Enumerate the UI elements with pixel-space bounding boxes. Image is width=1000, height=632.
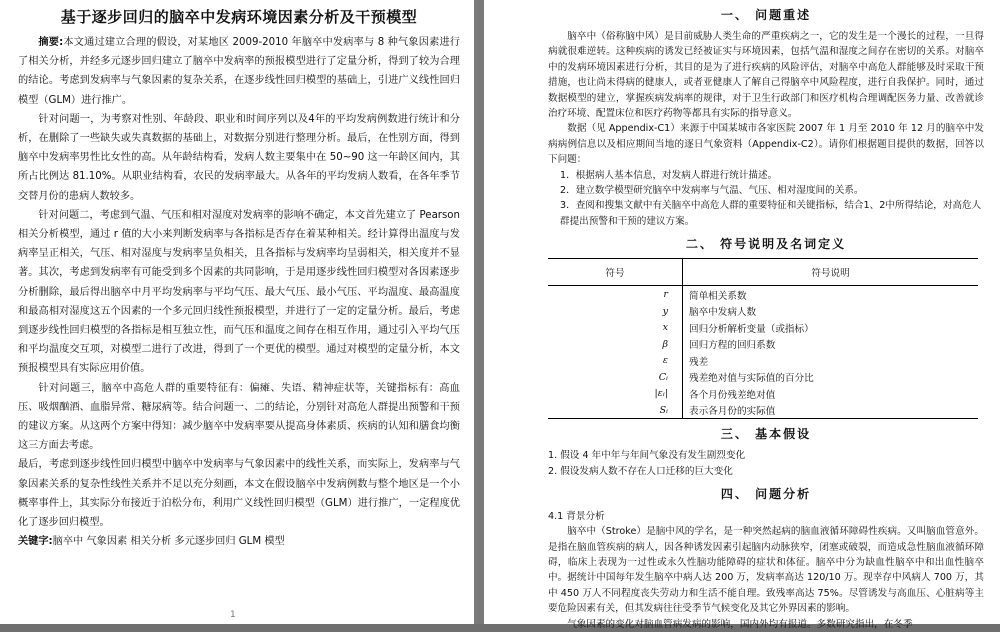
page-gap <box>474 0 484 624</box>
symbol-cell: x <box>548 319 683 336</box>
table-row <box>548 369 978 386</box>
document-title: 基于逐步回归的脑卒中发病环境因素分析及干预模型 <box>60 8 418 26</box>
section-title-assumptions: 三、 基本假设 <box>720 427 812 442</box>
description-cell: 残差绝对值与实际值的百分比 <box>689 373 814 385</box>
table-row <box>548 385 978 402</box>
table-row <box>548 319 978 336</box>
abstract-text: 本文通过建立合理的假设，对某地区 2009-2010 年脑卒中发病率与 8 种气象因素进行了相关分析，并经多元逐步回归建立了脑卒中发病率的预报模型进行了定量分析，得到了较为合理的结论。考虑到发病率与气象因素的复杂关系，在逐步线性回归模型的基础上，引进广义线性回归模型（GLM）进行推广。 <box>18 37 460 106</box>
assumption-item: 1. 假设 4 年中年与年间气象没有发生剧烈变化 <box>548 450 746 462</box>
table-row <box>548 402 978 419</box>
symbol-cell: ε <box>548 352 683 369</box>
description-cell: 各个月份残差绝对值 <box>689 389 776 401</box>
keywords-label: 关键字: <box>18 536 53 548</box>
background-paragraph: 气象因素的变化对脑血管病发病的影响，国内外均有报道。多数研究指出，在冬季 <box>567 618 913 630</box>
symbol-cell: r <box>548 286 683 303</box>
description-cell: 脑卒中发病人数 <box>689 307 757 319</box>
symbol-cell: Sᵢ <box>548 402 683 419</box>
section-title-restatement: 一、 问题重述 <box>720 8 812 22</box>
page-two <box>484 0 1000 630</box>
table-header-row <box>548 259 978 286</box>
question-item: 2．建立数学模型研究脑卒中发病率与气温、气压、相对湿度间的关系。 <box>560 185 864 197</box>
question-item: 3．查阅和搜集文献中有关脑卒中高危人群的重要特征和关键指标，结合1、2中所得结论，对高危人群提出预警和干预的建议方案。 <box>560 200 982 227</box>
abstract-paragraph <box>18 33 460 110</box>
section-title-analysis: 四、 问题分析 <box>720 487 812 502</box>
description-cell: 简单相关系数 <box>689 290 747 302</box>
problem-one-paragraph: 针对问题一，为考察对性别、年龄段、职业和时间序列以及4年的平均发病例数进行统计和分析，在删除了一些缺失或失真数据的基础上，对数据分别进行整理分析。最后，在性别方面，得到脑卒中发病率男性比女性的高。从年龄结构看，发病人数主要集中在 50~90 这一年龄区间内，其所占比例达 81.10%。从职业结构看，农民的发病率最大。从各年的平均发病人数看，在各年季节交替月份的患病人数较多。 <box>18 113 460 202</box>
table-row <box>548 286 978 303</box>
page-number: 1 <box>230 610 236 620</box>
restatement-paragraph: 脑卒中（俗称脑中风）是目前威胁人类生命的严重疾病之一，它的发生是一个漫长的过程，一旦得病就很难逆转。这种疾病的诱发已经被证实与环境因素，包括气温和湿度之间存在密切的关系。对脑卒中的发病环境因素进行分析，其目的是为了进行疾病的风险评估，对脑卒中高危人群能够及时采取干预措施，也让尚未得病的健康人，或者亚健康人了解自己得脑卒中风险程度，进行自我保护。同时，通过数据模型的建立，掌握疾病发病率的规律，对于卫生行政部门和医疗机构合理调配医务力量、改善就诊治疗环境、配置床位和医疗药物等都具有实际的指导意义。 <box>548 31 984 120</box>
section-title-symbols: 二、 符号说明及名词定义 <box>685 237 847 252</box>
header-symbol: 符号 <box>548 259 683 286</box>
table-row <box>548 303 978 320</box>
page-one <box>0 0 474 624</box>
symbol-cell: β <box>548 336 683 353</box>
table-row <box>548 352 978 369</box>
keywords-line <box>18 532 460 551</box>
abstract-label: 摘要: <box>38 37 64 48</box>
question-item: 1．根据病人基本信息，对发病人群进行统计描述。 <box>560 169 778 181</box>
symbol-cell: Cᵢ <box>548 369 683 386</box>
symbol-cell: |εᵢ| <box>548 385 683 402</box>
symbol-table <box>548 258 978 419</box>
description-cell: 回归方程的回归系数 <box>689 340 776 352</box>
subsection-title: 4.1 背景分析 <box>548 511 605 523</box>
problem-three-paragraph: 针对问题三，脑卒中高危人群的重要特征有：偏瘫、失语、精神症状等，关键指标有：高血压、吸烟酗酒、血脂异常、糖尿病等。结合问题一、二的结论，分别针对高危人群提出预警和干预的建议方案。从这两个方案中得知：减少脑卒中发病率要从提高身体素质、疾病的认知和膳食均衡这三方面去考虑。 <box>18 382 460 452</box>
description-cell: 表示各月份的实际值 <box>683 402 979 419</box>
description-cell: 残差 <box>689 356 709 368</box>
symbol-cell: y <box>548 303 683 320</box>
table-row <box>548 336 978 353</box>
assumption-item: 2. 假设发病人数不存在人口迁移的巨大变化 <box>548 465 733 477</box>
closing-paragraph: 最后，考虑到逐步线性回归模型中脑卒中发病率与气象因素中的线性关系，而实际上，发病率与气象因素关系的复杂性线性关系并不足以充分刻画，本文在假设脑卒中发病例数与整个地区是一个小概率事件上，其实际分布接近于泊松分布，利用广义线性回归模型（GLM）进行推广，一定程度优化了逐步回归模型。 <box>18 459 460 529</box>
problem-two-paragraph: 针对问题二，考虑到气温、气压和相对湿度对发病率的影响不确定，本文首先建立了 Pearson 相关分析模型，通过 r 值的大小来判断发病率与各指标是否存在着某种相关。经计算得出温度与发病率呈正相关，气压、相对湿度与发病率呈负相关，且各指标与发病率均呈弱相关，相关度并不显著。其次，考虑到发病率有可能受到多个因素的共同影响，于是用逐步线性回归模型对各因素逐步分析删除，最后得出脑卒中月平均发病率与平均气压、最大气压、最小气压、平均温度、最高温度和最高相对湿度这五个因素的一个多元回归线性预报模型，并进行了一定的定量分析。最后，考虑到逐步线性回归模型的各指标是相互独立性，而气压和温度之间存在相互作用，通过引入平均气压和平均温度交互项，对模型二进行了改进，得到了一个更优的模型。通过对模型的定量分析，本文预报模型具有实际应用价值。 <box>18 209 460 375</box>
description-cell: 回归分析解析变量（或指标） <box>689 323 814 335</box>
keywords-text: 脑卒中 气象因素 相关分析 多元逐步回归 GLM 模型 <box>52 536 285 548</box>
data-source-paragraph: 数据（见 Appendix-C1）来源于中国某城市各家医院 2007 年 1 月至 2010 年 12 月的脑卒中发病病例信息以及相应期间当地的逐日气象资料（Appendix-C2）。请你们根据题目提供的数据，回答以下问题： <box>548 123 984 166</box>
header-description: 符号说明 <box>683 259 979 286</box>
background-paragraph: 脑卒中（Stroke）是脑中风的学名，是一种突然起病的脑血液循环障碍性疾病。又叫脑血管意外。是指在脑血管疾病的病人，因各种诱发因素引起脑内动脉狭窄，闭塞或破裂，而造成急性脑血液循环障碍，临床上表现为一过性或永久性脑功能障碍的症状和体征。脑卒中分为缺血性脑卒中和出血性脑卒中。据统计中国每年发生脑卒中病人达 200 万，发病率高达 120/10 万。现幸存中风病人 700 万，其中 450 万人不同程度丧失劳动力和生活不能自理。致残率高达 75%。尽管诱发与高血压、心脏病等主要危险因素有关，但其发病往往受季节气候变化及其它外界因素的影响。 <box>548 526 984 615</box>
